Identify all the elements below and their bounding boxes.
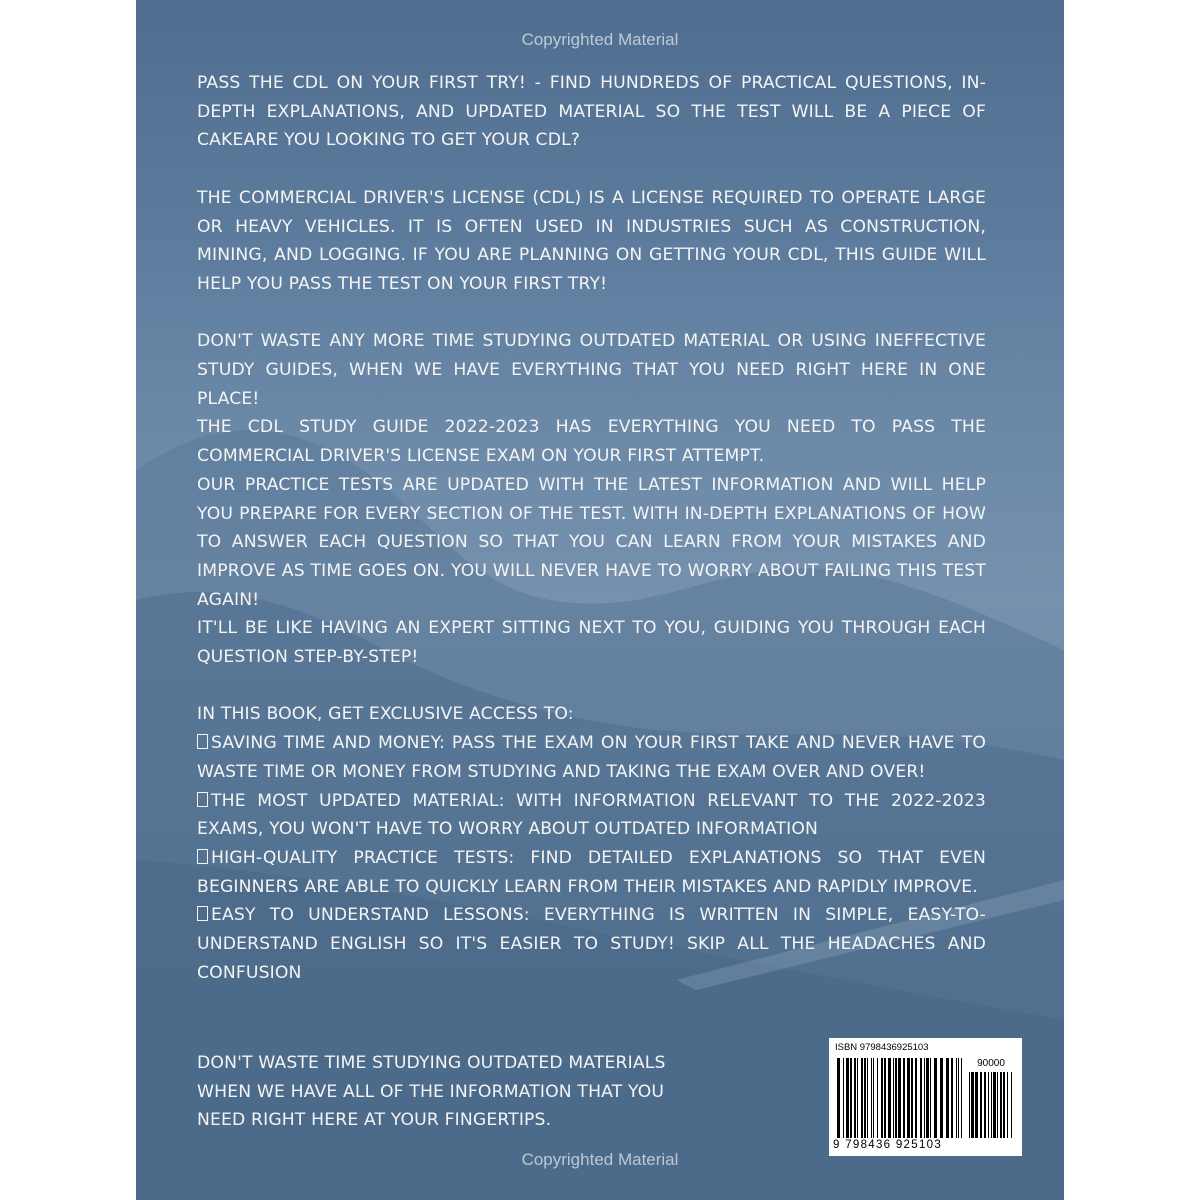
- barcode-bars-icon: [837, 1058, 962, 1138]
- bullet-text: SAVING TIME AND MONEY: PASS THE EXAM ON YOUR FIRST TAKE AND NEVER HAVE TO WASTE TIME OR MONEY FROM STUDYING AND TAKING THE EXAM OVER AND OVER!: [197, 733, 986, 782]
- paragraph-cdl-definition: THE COMMERCIAL DRIVER'S LICENSE (CDL) IS A LICENSE REQUIRED TO OPERATE LARGE OR HEAVY VEHICLES. IT IS OFTEN USED IN INDUSTRIES SUCH AS CONSTRUCTION, MINING, AND LOGGING. IF YOU ARE PLANNING ON GETTING YOUR CDL, THIS GUIDE WILL HELP YOU PASS THE TEST ON YOUR FIRST TRY!: [197, 187, 986, 294]
- bullet-box-icon: [197, 849, 208, 864]
- bullet-text: EASY TO UNDERSTAND LESSONS: EVERYTHING IS WRITTEN IN SIMPLE, EASY-TO-UNDERSTAND ENGLISH SO IT'S EASIER TO STUDY! SKIP ALL THE HEADACHES AND CONFUSION: [197, 905, 986, 983]
- bullet-item: [197, 729, 986, 786]
- bullet-item: [197, 844, 986, 901]
- book-back-cover: [136, 0, 1064, 1200]
- isbn-barcode: [829, 1038, 1022, 1156]
- watermark-top: Copyrighted Material: [521, 30, 679, 49]
- barcode-addon-bars-icon: [969, 1072, 1013, 1138]
- bullet-item: [197, 901, 986, 987]
- bullet-text: THE MOST UPDATED MATERIAL: WITH INFORMATION RELEVANT TO THE 2022-2023 EXAMS, YOU WON'T HAVE TO WORRY ABOUT OUTDATED INFORMATION: [197, 790, 986, 840]
- paragraph-study-guide: THE CDL STUDY GUIDE 2022-2023 HAS EVERYTHING YOU NEED TO PASS THE COMMERCIAL DRIVER'S LICENSE EXAM ON YOUR FIRST ATTEMPT.: [197, 417, 986, 467]
- paragraph-practice-tests: OUR PRACTICE TESTS ARE UPDATED WITH THE LATEST INFORMATION AND WILL HELP YOU PREPARE FOR EVERY SECTION OF THE TEST. WITH IN-DEPTH EXPLANATIONS OF HOW TO ANSWER EACH QUESTION SO THAT YOU CAN LEARN FROM YOUR MISTAKES AND IMPROVE AS TIME GOES ON. YOU WILL NEVER HAVE TO WORRY ABOUT FAILING THIS TEST AGAIN!: [197, 474, 986, 610]
- closing-text: [197, 1049, 717, 1135]
- paragraph-intro: PASS THE CDL ON YOUR FIRST TRY! - FIND HUNDREDS OF PRACTICAL QUESTIONS, IN-DEPTH EXPLANATIONS, AND UPDATED MATERIAL SO THE TEST WILL BE A PIECE OF CAKEARE YOU LOOKING TO GET YOUR CDL?: [197, 73, 986, 151]
- watermark-bottom: Copyrighted Material: [521, 1150, 679, 1169]
- barcode-digits: 9 798436 925103: [833, 1139, 943, 1151]
- description-text: [197, 69, 986, 987]
- paragraph-expert: IT'LL BE LIKE HAVING AN EXPERT SITTING NEXT TO YOU, GUIDING YOU THROUGH EACH QUESTION STEP-BY-STEP!: [197, 618, 986, 668]
- barcode-addon-label: 90000: [977, 1058, 1005, 1069]
- bullet-box-icon: [197, 792, 208, 807]
- paragraph-closing: DON'T WASTE TIME STUDYING OUTDATED MATERIALS WHEN WE HAVE ALL OF THE INFORMATION THAT YOU NEED RIGHT HERE AT YOUR FINGERTIPS.: [197, 1053, 666, 1131]
- paragraph-exclusive-access: IN THIS BOOK, GET EXCLUSIVE ACCESS TO:: [197, 704, 574, 725]
- bullet-box-icon: [197, 734, 208, 749]
- bullet-item: [197, 787, 986, 844]
- paragraph-dont-waste: DON'T WASTE ANY MORE TIME STUDYING OUTDATED MATERIAL OR USING INEFFECTIVE STUDY GUIDES, WHEN WE HAVE EVERYTHING THAT YOU NEED RIGHT HERE IN ONE PLACE!: [197, 331, 986, 409]
- bullet-box-icon: [197, 906, 208, 921]
- bullet-text: HIGH-QUALITY PRACTICE TESTS: FIND DETAILED EXPLANATIONS SO THAT EVEN BEGINNERS ARE ABLE TO QUICKLY LEARN FROM THEIR MISTAKES AND RAPIDLY IMPROVE.: [197, 847, 986, 897]
- isbn-label: ISBN 9798436925103: [835, 1042, 929, 1053]
